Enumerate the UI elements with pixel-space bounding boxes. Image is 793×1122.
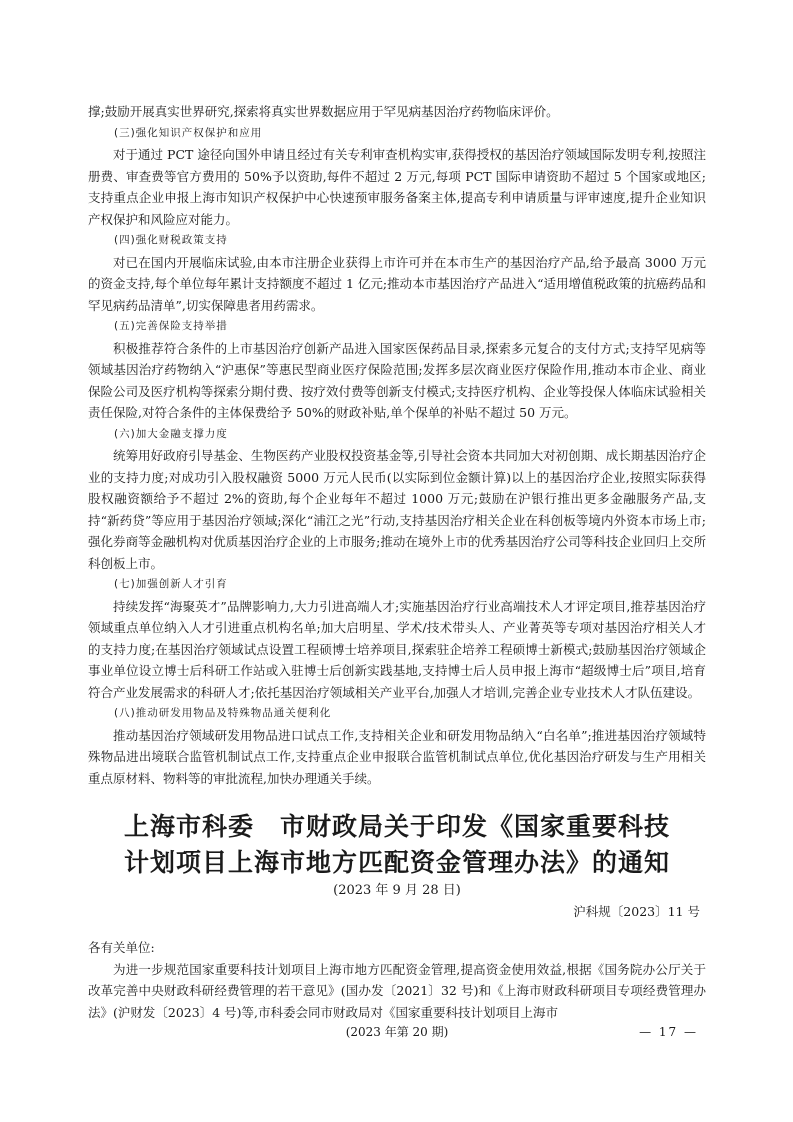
section-heading-insurance: (五)完善保险支持举措 — [114, 320, 228, 332]
salutation: 各有关单位: — [88, 940, 155, 955]
paragraph-finance: 统筹用好政府引导基金、生物医药产业股权投资基金等,引导社会资本共同加大对初创期、成长期基因治疗企业的支持力度;对成功引入股权融资 5000 万元人民币(以实际到位金额计算)以上的基因治疗企业,按照实际获得股权融资额给予不超过 2%的资助,每个企业每年不超过 1000 万元;鼓励在沪银行推出更多金融服务产品,支持“新药贷”等应用于基因治疗领域;深化“浦江之光”行动,支持基因治疗相关企业在科创板等境内外资本市场上市;强化券商等金融机构对优质基因治疗企业的上市服务;推动在境外上市的优秀基因治疗公司等科技企业回归上交所科创板上市。 — [88, 448, 706, 571]
paragraph-customs: 推动基因治疗领域研发用物品进口试点工作,支持相关企业和研发用物品纳入“白名单”;推进基因治疗领域特殊物品进出境联合监管机制试点工作,支持重点企业申报联合监管机制试点单位,优化基因治疗研发与生产用相关重点原材料、物料等的审批流程,加快办理通关手续。 — [88, 727, 706, 786]
notice-title-line1: 上海市科委 市财政局关于印发《国家重要科技 — [123, 812, 670, 841]
notice-title-line2: 计划项目上海市地方匹配资金管理办法》的通知 — [123, 848, 670, 877]
document-body — [88, 101, 706, 1023]
section-heading-tax: (四)强化财税政策支持 — [114, 234, 228, 246]
section-heading-finance: (六)加大金融支撑力度 — [114, 427, 228, 440]
notice-date: (2023 年 9 月 28 日) — [333, 883, 461, 898]
page-number: — 17 — — [639, 1025, 698, 1039]
paragraph-talent: 持续发挥“海聚英才”品牌影响力,大力引进高端人才;实施基因治疗行业高端技术人才评定项目,推荐基因治疗领域重点单位纳入人才引进重点机构名单;加大启明星、学术/技术带头人、产业菁英等专项对基因治疗相关人才的支持力度;在基因治疗领域试点设置工程硕博士培养项目,探索驻企培养工程硕博士新模式;鼓励基因治疗领域企事业单位设立博士后科研工作站或入驻博士后创新实践基地,支持博士后人员申报上海市“超级博士后”项目,培育符合产业发展需求的科研人才;依托基因治疗领域相关产业平台,加强人才培训,完善企业专业技术人才队伍建设。 — [88, 598, 706, 700]
section-heading-customs: (八)推动研发用物品及特殊物品通关便利化 — [114, 707, 332, 719]
paragraph-tax: 对已在国内开展临床试验,由本市注册企业获得上市许可并在本市生产的基因治疗产品,给予最高 3000 万元的资金支持,每个单位每年累计支持额度不超过 1 亿元;推动本市基因治疗产品进入“适用增值税政策的抗癌药品和罕见病药品清单”,切实保障患者用药需求。 — [88, 254, 706, 313]
document-number: 沪科规〔2023〕11 号 — [573, 904, 700, 919]
issue-label: (2023 年第 20 期) — [345, 1025, 449, 1039]
section-heading-talent: (七)加强创新人才引育 — [114, 578, 228, 590]
paragraph-ip: 对于通过 PCT 途径向国外申请且经过有关专利审查机构实审,获得授权的基因治疗领域国际发明专利,按照注册费、审查费等官方费用的 50%予以资助,每件不超过 2 万元,每项 PCT 国际申请资助不超过 5 个国家或地区;支持重点企业申报上海市知识产权保护中心快速预审服务备案主体,提高专利申请质量与评审速度,提升企业知识产权保护和风险应对能力。 — [88, 147, 706, 227]
section-heading-ip: (三)强化知识产权保护和应用 — [114, 126, 263, 139]
paragraph-continuation: 撑;鼓励开展真实世界研究,探索将真实世界数据应用于罕见病基因治疗药物临床评价。 — [88, 104, 559, 119]
paragraph-insurance: 积极推荐符合条件的上市基因治疗创新产品进入国家医保药品目录,探索多元复合的支付方式;支持罕见病等领域基因治疗药物纳入“沪惠保”等惠民型商业医疗保险范围;发挥多层次商业医疗保险作用,推动本市企业、商业保险公司及医疗机构等探索分期付费、按疗效付费等创新支付模式;支持医疗机构、企业等投保人体临床试验相关责任保险,对符合条件的主体保费给予 50%的财政补贴,单个保单的补贴不超过 50 万元。 — [88, 340, 706, 420]
notice-title — [88, 809, 706, 881]
notice-body: 为进一步规范国家重要科技计划项目上海市地方匹配资金管理,提高资金使用效益,根据《国务院办公厅关于改革完善中央财政科研经费管理的若干意见》(国办发〔2021〕32 号)和《上海市财政科研项目专项经费管理办法》(沪财发〔2023〕4 号)等,市科委会同市财政局对《国家重要科技计划项目上海市 — [88, 961, 706, 1020]
